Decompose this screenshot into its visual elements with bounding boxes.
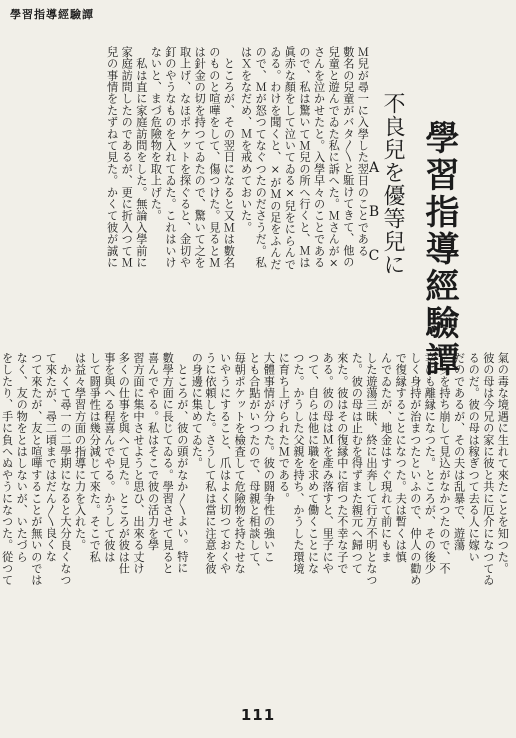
text-line: して闘爭性は幾分減じて來た。そこで私	[88, 352, 102, 563]
text-line: ないと、まづ危險物を取上げた。	[149, 46, 163, 222]
text-line: つて來たが、友と喧嘩することが無いのでは	[29, 352, 43, 586]
article-subtitle: 不良兒を優等兒に	[380, 92, 405, 276]
text-line: しく身持が治まつたといふので、仲人の勸め	[408, 352, 422, 586]
text-line: はＸをなだめ、Ｍを戒めておいた。	[239, 46, 253, 234]
article-title: 學習指導經驗譚	[419, 120, 459, 379]
text-line: 毎朝ポケットを檢査して危險物を持たせな	[233, 352, 247, 575]
text-line: 習方面に集中させようと思ひ、出來る丈け	[132, 352, 145, 575]
text-line: 氣の毒な境遇に生れて來たことを知つた。	[496, 352, 510, 575]
text-line: 數學方面に長じてゐる。學習させて見ると	[161, 352, 175, 575]
text-line: 取上げ、なほポケットを探ぐると、金切や	[178, 46, 192, 269]
text-line: に身を持ち崩して見込がなかつたので、不	[438, 352, 451, 575]
text-line: は益々學習方面の指導に力を入れた。	[73, 352, 87, 551]
text-line: の身邊に集めてゐた。	[190, 352, 204, 469]
text-line: 喜んでやる。私はそこで彼の活力を學	[146, 352, 160, 551]
text-line: 來た。彼はその復縁中に宿つた不幸な子で	[335, 352, 349, 575]
text-line: Ｍ兒が尋一に入學した翌日のことである	[356, 46, 370, 257]
text-line: は針金の切を持つてゐたので、驚いて之を	[193, 46, 207, 269]
text-line: さんを泣かせたと。入學早々のことである	[312, 46, 326, 269]
text-line: 多くの仕事を與へて見た。ところが彼は仕	[117, 352, 131, 575]
text-line: 數名の兒童がバタ〳〵と駈けてきて、他の	[341, 46, 355, 268]
text-line: 眞赤な顏をして泣いてゐる×兒をにらんで	[283, 46, 297, 271]
article-byline: A B C	[366, 160, 382, 270]
text-line: 家庭訪問したのであるが、更に折入つてＭ	[120, 46, 134, 269]
text-line: ゐる。わけを聞くと、×がＭの足をふんだ	[268, 46, 282, 271]
text-line: いやうにすること、爪はよく切つておくや	[218, 352, 232, 575]
text-line: で復縁することになつた。夫は暫くは慎	[394, 352, 408, 563]
text-line: に育ち上げられたＭである。	[277, 352, 291, 505]
text-line: 私は直に家庭訪問をした。無論入學前に	[134, 46, 148, 269]
text-line: た。彼の母は止むを得ずまた親元へ歸つて	[350, 352, 364, 575]
text-line: なく、友の物をとはしないが、いたづら	[15, 352, 29, 563]
text-line: だのであるが、その夫は乱暴で、遊蕩	[452, 352, 466, 551]
page-number: 111	[240, 706, 276, 724]
text-line: をしたり、手に負へぬやうになつた。從つて	[0, 352, 14, 586]
text-line: した遊蕩三昧、終に出奔して行方不明となつ	[365, 352, 378, 586]
text-line: て來たが、尋二頃まではだん〳〵良くな	[44, 352, 58, 563]
text-line: うに依頼した。さうして私は當に注意を彼	[204, 352, 217, 575]
text-line: とも合點がいつたので、母親と相談して、	[247, 352, 261, 575]
text-line: かくて尋一の二學期になると大分良くなつ	[59, 352, 72, 586]
text-line: 大體事情が分つた。彼の闘争性の強いこ	[262, 352, 276, 563]
text-line: ところが、彼の頭がなか〳〵よい。特に	[175, 352, 189, 574]
text-line: 兒童と遊んでゐた私に訴へた。Ｍさんが×	[327, 46, 341, 271]
text-line: ので、私は驚いてＭ兒の所へ行くと、Ｍは	[298, 46, 311, 269]
text-line: 幸にも離縁になつた。ところが、その後少	[423, 352, 437, 575]
text-line: ので、Ｍが怒つてなぐつたのださうだ。私	[254, 46, 268, 269]
text-line: つて、自らは他に職を求めて働くことにな	[306, 352, 320, 575]
text-line: 釘のやうなものを入れてゐた。これはいけ	[164, 46, 177, 269]
text-line: ところが、その翌日になると又Ｍは數名	[222, 46, 236, 269]
text-line: のものと喧嘩をして、傷つけた。見るとＭ	[207, 46, 221, 269]
text-line: 兒の事情をたずねて見た。かくて彼が誠に	[105, 46, 119, 269]
text-line: るのだ。彼の母は稼ぎつて去る人に嫁い	[467, 352, 481, 563]
text-line: 事を與へる程喜んでやる。かうして彼は	[102, 352, 116, 563]
text-line: んでゐたが、地金はすぐ現れて前にもま	[379, 352, 393, 563]
text-line: つた。かうした父親を持ち、かうした環境	[292, 352, 305, 575]
text-line: 彼の母は今兄の家に彼と共に厄介になつてゐ	[481, 352, 495, 586]
text-line: ある。彼の母はＭを產み落すと、里子にや	[321, 352, 335, 575]
running-header: 學習指導經驗譚	[10, 8, 94, 21]
